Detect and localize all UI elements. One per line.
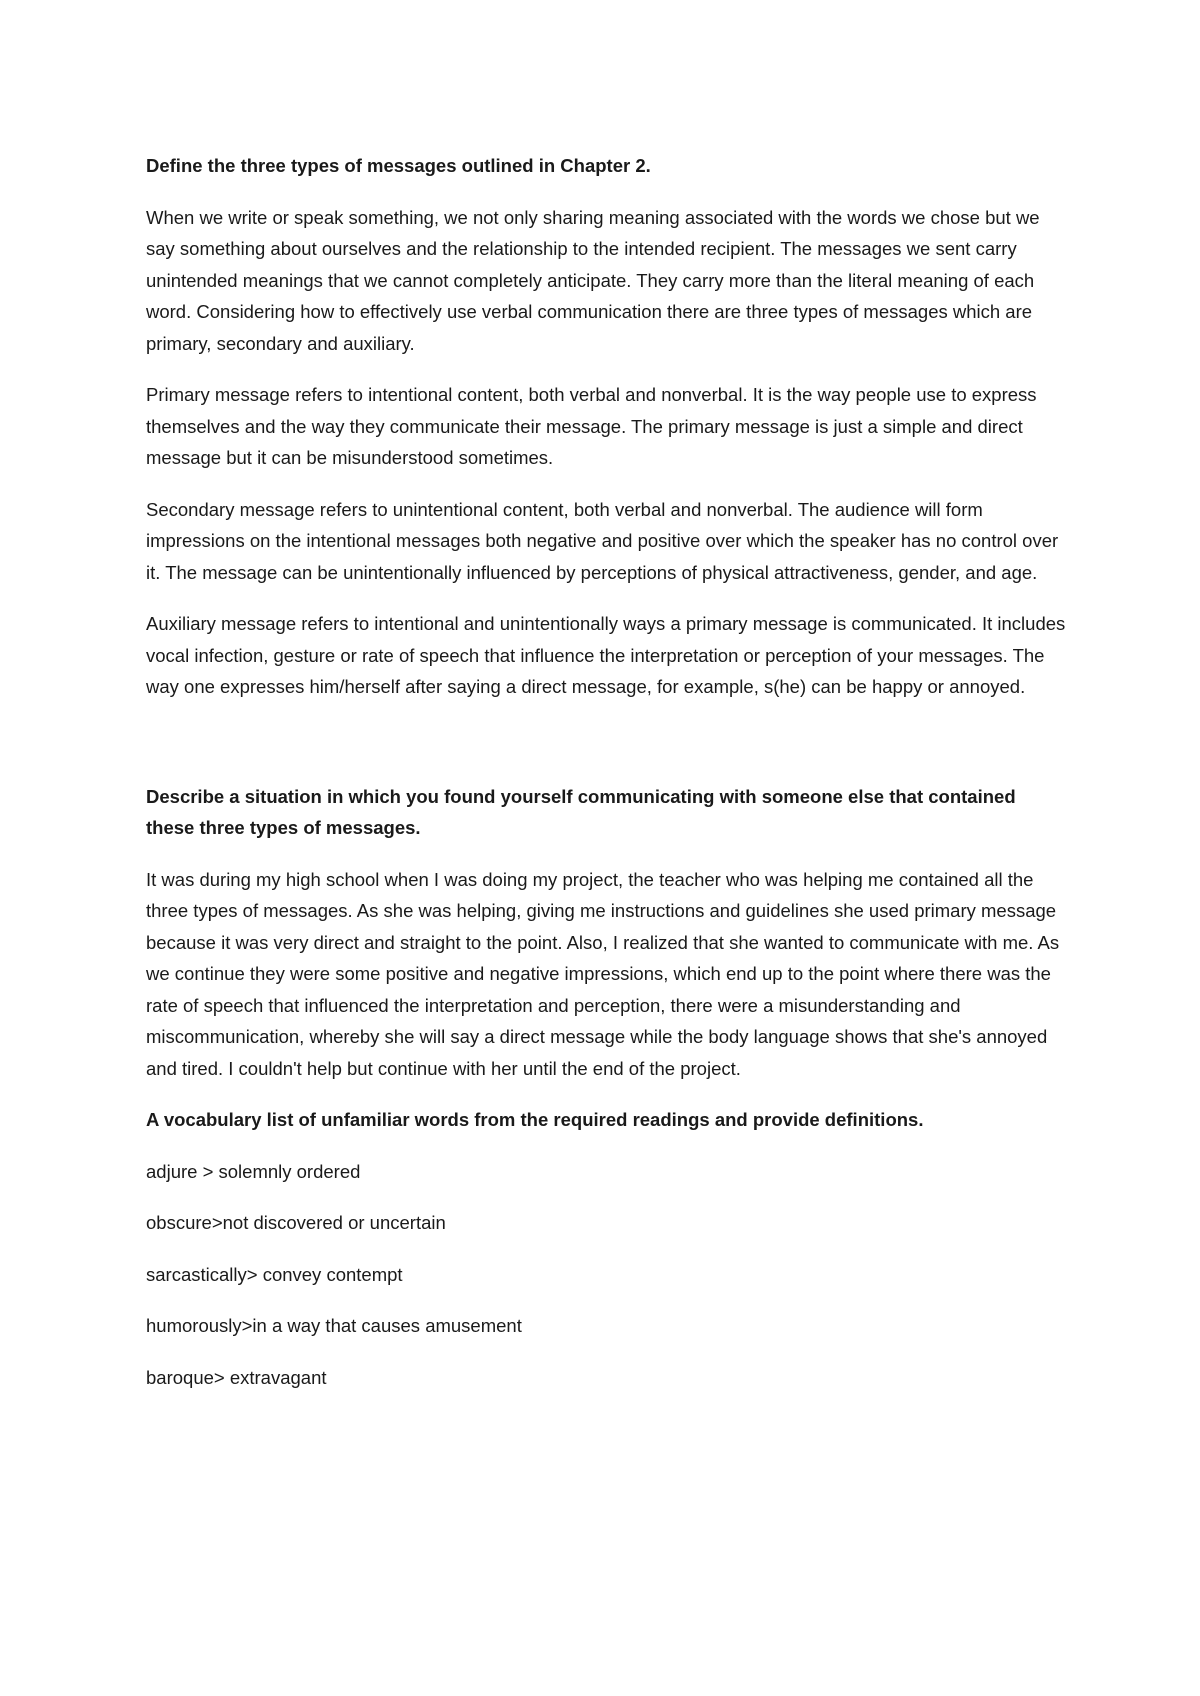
vocab-item: adjure > solemnly ordered <box>146 1160 361 1182</box>
section-heading-situation: Describe a situation in which you found yourself communicating with someone else that contained these three types of messages. <box>146 785 1016 838</box>
paragraph-auxiliary-message: Auxiliary message refers to intentional and unintentionally ways a primary message is communicated. It includes vocal infection, gesture or rate of speech that influence the interpretation or perception of your messages. The way one expresses him/herself after saying a direct message, for example, s(he) can be happy or annoyed. <box>146 613 1066 697</box>
vocab-item: obscure>not discovered or uncertain <box>146 1212 446 1233</box>
paragraph-situation: It was during my high school when I was doing my project, the teacher who was helping me contained all the three types of messages. As she was helping, giving me instructions and guidelines she used primary message because it was very direct and straight to the point. Also, I realized that she wanted to communicate with me. As we continue they were some positive and negative impressions, which end up to the point where there was the rate of speech that influenced the interpretation and perception, there were a misunderstanding and miscommunication, whereby she will say a direct message while the body language shows that she's annoyed and tired. I couldn't help but continue with her until the end of the project. <box>146 868 1060 1079</box>
vocab-item: baroque> extravagant <box>146 1366 327 1388</box>
paragraph-secondary-message: Secondary message refers to unintentional content, both verbal and nonverbal. The audience will form impressions on the intentional messages both negative and positive over which the speaker has no control over it. The message can be unintentionally influenced by perceptions of physical attractiveness, gender, and age. <box>146 498 1059 583</box>
section-heading-message-types: Define the three types of messages outlined in Chapter 2. <box>146 155 651 176</box>
paragraph-primary-message: Primary message refers to intentional content, both verbal and nonverbal. It is the way people use to express themselves and the way they communicate their message. The primary message is just a simple and direct message but it can be misunderstood sometimes. <box>146 384 1037 468</box>
vocab-item: humorously>in a way that causes amusement <box>146 1315 522 1336</box>
paragraph-intro: When we write or speak something, we not only sharing meaning associated with the words we chose but we say something about ourselves and the relationship to the intended recipient. The messages we sent carry unintended meanings that we cannot completely anticipate. They carry more than the literal meaning of each word. Considering how to effectively use verbal communication there are three types of messages which are primary, secondary and auxiliary. <box>146 206 1040 354</box>
section-heading-vocabulary: A vocabulary list of unfamiliar words from the required readings and provide definitions. <box>146 1109 924 1130</box>
document-content <box>146 150 1066 1413</box>
vocab-item: sarcastically> convey contempt <box>146 1263 403 1285</box>
section-spacer <box>146 723 1066 781</box>
